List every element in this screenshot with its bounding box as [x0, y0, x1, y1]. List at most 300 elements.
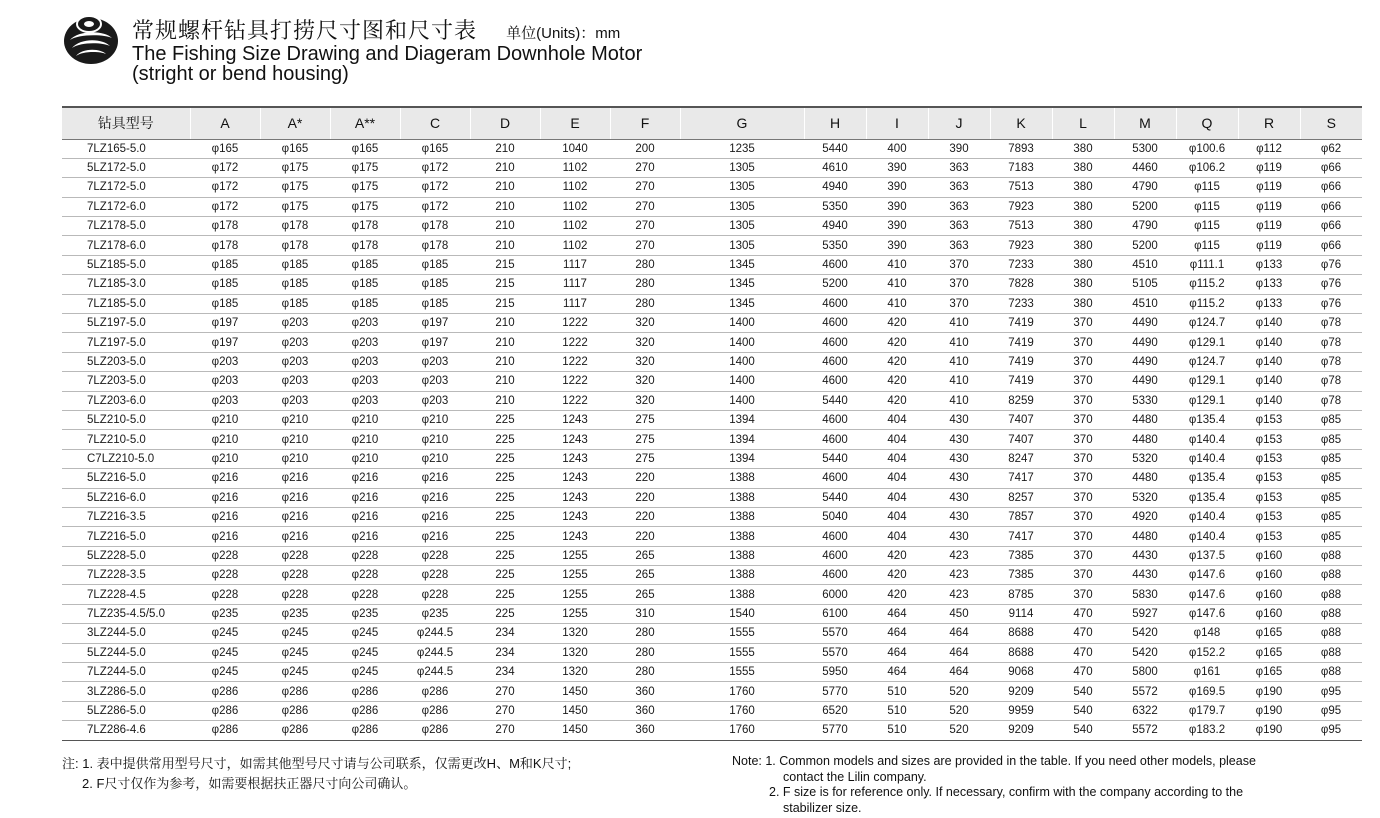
model-cell: 5LZ197-5.0	[62, 314, 190, 333]
table-cell: φ140.4	[1176, 449, 1238, 468]
table-cell: 464	[866, 624, 928, 643]
table-row	[62, 197, 1362, 216]
table-cell: φ235	[260, 604, 330, 623]
table-cell: 370	[1052, 352, 1114, 371]
model-cell: 7LZ185-3.0	[62, 275, 190, 294]
table-cell: φ85	[1300, 488, 1362, 507]
table-cell: φ153	[1238, 430, 1300, 449]
table-row	[62, 410, 1362, 429]
table-cell: φ172	[190, 158, 260, 177]
table-cell: 6000	[804, 585, 866, 604]
table-cell: φ244.5	[400, 624, 470, 643]
table-cell: 410	[928, 352, 990, 371]
table-cell: 360	[610, 701, 680, 720]
table-cell: φ185	[190, 275, 260, 294]
table-cell: φ216	[260, 527, 330, 546]
table-cell: φ153	[1238, 410, 1300, 429]
table-cell: φ210	[400, 430, 470, 449]
table-cell: φ216	[260, 488, 330, 507]
table-cell: 404	[866, 449, 928, 468]
table-cell: 310	[610, 604, 680, 623]
title-en-line-2: (stright or bend housing)	[132, 63, 349, 85]
table-cell: 1555	[680, 663, 804, 682]
table-cell: 1305	[680, 197, 804, 216]
table-cell: φ203	[400, 372, 470, 391]
table-cell: φ245	[190, 624, 260, 643]
table-cell: 1400	[680, 333, 804, 352]
table-cell: φ183.2	[1176, 721, 1238, 740]
table-cell: φ245	[330, 663, 400, 682]
table-cell: 430	[928, 430, 990, 449]
table-cell: φ190	[1238, 682, 1300, 701]
table-cell: 5570	[804, 624, 866, 643]
table-cell: 5830	[1114, 585, 1176, 604]
table-row	[62, 682, 1362, 701]
table-cell: 7419	[990, 314, 1052, 333]
table-cell: 370	[1052, 449, 1114, 468]
table-cell: 1345	[680, 275, 804, 294]
table-cell: 4600	[804, 333, 866, 352]
table-cell: 370	[1052, 527, 1114, 546]
table-cell: 200	[610, 139, 680, 158]
table-cell: φ203	[190, 352, 260, 371]
table-cell: 4490	[1114, 372, 1176, 391]
table-cell: φ228	[260, 566, 330, 585]
table-row	[62, 663, 1362, 682]
table-cell: 470	[1052, 604, 1114, 623]
table-cell: 7233	[990, 294, 1052, 313]
table-cell: 1102	[540, 197, 610, 216]
table-cell: φ119	[1238, 178, 1300, 197]
table-cell: φ228	[400, 585, 470, 604]
table-cell: 470	[1052, 624, 1114, 643]
table-cell: φ85	[1300, 410, 1362, 429]
table-cell: 1388	[680, 585, 804, 604]
table-cell: 1305	[680, 178, 804, 197]
table-cell: 5200	[1114, 197, 1176, 216]
table-cell: φ119	[1238, 236, 1300, 255]
table-row	[62, 449, 1362, 468]
column-header: A	[190, 107, 260, 139]
table-cell: φ245	[260, 624, 330, 643]
table-cell: 1400	[680, 352, 804, 371]
table-cell: 4510	[1114, 255, 1176, 274]
table-cell: 1388	[680, 546, 804, 565]
table-cell: φ140	[1238, 372, 1300, 391]
table-cell: 370	[928, 294, 990, 313]
table-cell: 225	[470, 527, 540, 546]
table-cell: 7233	[990, 255, 1052, 274]
table-cell: 1102	[540, 217, 610, 236]
table-cell: 4430	[1114, 546, 1176, 565]
table-cell: φ286	[190, 682, 260, 701]
table-cell: φ165	[400, 139, 470, 158]
table-cell: 400	[866, 139, 928, 158]
table-cell: 280	[610, 663, 680, 682]
table-cell: 320	[610, 391, 680, 410]
table-cell: 5572	[1114, 682, 1176, 701]
table-cell: 1222	[540, 391, 610, 410]
table-cell: φ228	[400, 546, 470, 565]
table-cell: 380	[1052, 158, 1114, 177]
table-cell: 210	[470, 391, 540, 410]
table-cell: φ133	[1238, 275, 1300, 294]
table-cell: φ160	[1238, 585, 1300, 604]
table-cell: 370	[1052, 488, 1114, 507]
table-cell: φ106.2	[1176, 158, 1238, 177]
table-cell: 225	[470, 604, 540, 623]
table-cell: 4940	[804, 217, 866, 236]
model-cell: 7LZ235-4.5/5.0	[62, 604, 190, 623]
table-cell: φ179.7	[1176, 701, 1238, 720]
table-cell: φ216	[330, 488, 400, 507]
table-cell: 430	[928, 449, 990, 468]
table-cell: 430	[928, 527, 990, 546]
table-cell: 5320	[1114, 449, 1176, 468]
table-cell: 1450	[540, 701, 610, 720]
table-cell: φ140	[1238, 352, 1300, 371]
model-cell: 5LZ210-5.0	[62, 410, 190, 429]
table-cell: 210	[470, 139, 540, 158]
table-cell: 320	[610, 372, 680, 391]
table-cell: 5200	[1114, 236, 1176, 255]
table-body	[62, 139, 1362, 740]
table-cell: φ185	[260, 275, 330, 294]
model-cell: 7LZ216-3.5	[62, 507, 190, 526]
table-cell: φ210	[330, 410, 400, 429]
table-cell: φ216	[400, 527, 470, 546]
table-cell: 210	[470, 352, 540, 371]
table-cell: φ203	[260, 333, 330, 352]
table-cell: 4600	[804, 469, 866, 488]
table-cell: 5350	[804, 197, 866, 216]
table-cell: φ140	[1238, 333, 1300, 352]
table-cell: 410	[866, 294, 928, 313]
table-cell: φ203	[330, 391, 400, 410]
table-cell: φ203	[190, 391, 260, 410]
table-cell: 420	[866, 314, 928, 333]
column-header: Q	[1176, 107, 1238, 139]
table-cell: 370	[1052, 507, 1114, 526]
table-cell: 1222	[540, 314, 610, 333]
table-cell: 380	[1052, 139, 1114, 158]
table-cell: φ115.2	[1176, 294, 1238, 313]
table-cell: 1102	[540, 178, 610, 197]
table-cell: φ135.4	[1176, 410, 1238, 429]
table-cell: 1760	[680, 682, 804, 701]
table-cell: φ85	[1300, 469, 1362, 488]
table-cell: φ147.6	[1176, 604, 1238, 623]
table-cell: φ245	[260, 663, 330, 682]
table-cell: φ203	[190, 372, 260, 391]
table-cell: φ203	[260, 391, 330, 410]
table-cell: 8259	[990, 391, 1052, 410]
table-row	[62, 372, 1362, 391]
table-cell: φ88	[1300, 624, 1362, 643]
table-cell: 225	[470, 449, 540, 468]
table-cell: φ210	[260, 410, 330, 429]
table-cell: φ216	[190, 527, 260, 546]
table-cell: φ210	[260, 430, 330, 449]
table-cell: 1345	[680, 294, 804, 313]
table-cell: 7923	[990, 197, 1052, 216]
table-cell: φ119	[1238, 197, 1300, 216]
table-row	[62, 469, 1362, 488]
table-cell: φ245	[190, 643, 260, 662]
table-cell: φ203	[330, 372, 400, 391]
table-cell: 7513	[990, 178, 1052, 197]
table-cell: 265	[610, 546, 680, 565]
table-cell: φ88	[1300, 663, 1362, 682]
note-en-2b: stabilizer size.	[783, 800, 862, 815]
table-cell: φ95	[1300, 701, 1362, 720]
table-cell: φ286	[260, 721, 330, 740]
table-cell: 6100	[804, 604, 866, 623]
table-cell: 510	[866, 701, 928, 720]
table-cell: 265	[610, 585, 680, 604]
table-cell: 1255	[540, 604, 610, 623]
table-cell: 225	[470, 469, 540, 488]
table-cell: φ175	[260, 197, 330, 216]
table-row	[62, 546, 1362, 565]
table-cell: 4600	[804, 410, 866, 429]
table-cell: φ235	[400, 604, 470, 623]
table-cell: 1394	[680, 449, 804, 468]
table-cell: 450	[928, 604, 990, 623]
table-cell: φ203	[330, 333, 400, 352]
table-cell: φ178	[330, 236, 400, 255]
table-cell: φ66	[1300, 178, 1362, 197]
table-cell: φ175	[330, 178, 400, 197]
table-cell: φ228	[330, 585, 400, 604]
table-cell: 210	[470, 197, 540, 216]
table-cell: φ178	[260, 236, 330, 255]
table-cell: 4600	[804, 372, 866, 391]
table-cell: 1388	[680, 566, 804, 585]
table-cell: 210	[470, 314, 540, 333]
table-cell: 1450	[540, 682, 610, 701]
title-en-line-1: The Fishing Size Drawing and Diageram Downhole Motor	[132, 43, 643, 65]
table-cell: 4490	[1114, 352, 1176, 371]
table-cell: 1243	[540, 430, 610, 449]
table-cell: φ228	[260, 585, 330, 604]
table-cell: φ137.5	[1176, 546, 1238, 565]
table-cell: φ78	[1300, 391, 1362, 410]
table-cell: φ216	[400, 469, 470, 488]
table-cell: 1320	[540, 663, 610, 682]
column-header: G	[680, 107, 804, 139]
table-cell: φ165	[330, 139, 400, 158]
table-cell: φ244.5	[400, 643, 470, 662]
table-cell: 275	[610, 430, 680, 449]
column-header: A*	[260, 107, 330, 139]
table-cell: φ147.6	[1176, 585, 1238, 604]
table-cell: φ228	[330, 546, 400, 565]
table-row	[62, 333, 1362, 352]
table-cell: φ228	[190, 585, 260, 604]
table-cell: 390	[866, 236, 928, 255]
table-cell: φ152.2	[1176, 643, 1238, 662]
table-cell: φ88	[1300, 585, 1362, 604]
column-header-model: 钻具型号	[62, 107, 190, 139]
table-cell: 5350	[804, 236, 866, 255]
table-cell: 1388	[680, 488, 804, 507]
table-cell: 225	[470, 488, 540, 507]
table-cell: φ66	[1300, 197, 1362, 216]
notes-en	[732, 754, 1316, 816]
table-cell: φ147.6	[1176, 566, 1238, 585]
table-cell: φ100.6	[1176, 139, 1238, 158]
table-cell: φ228	[330, 566, 400, 585]
table-cell: 6520	[804, 701, 866, 720]
table-cell: φ115	[1176, 178, 1238, 197]
table-row	[62, 294, 1362, 313]
table-cell: 7828	[990, 275, 1052, 294]
table-cell: 420	[866, 372, 928, 391]
table-cell: 370	[928, 255, 990, 274]
table-cell: 7183	[990, 158, 1052, 177]
table-cell: 370	[1052, 469, 1114, 488]
model-cell: 7LZ178-6.0	[62, 236, 190, 255]
table-cell: φ178	[260, 217, 330, 236]
table-cell: 540	[1052, 701, 1114, 720]
table-cell: φ185	[330, 255, 400, 274]
table-cell: 510	[866, 682, 928, 701]
table-cell: φ216	[400, 507, 470, 526]
table-cell: 370	[1052, 585, 1114, 604]
table-cell: φ178	[190, 217, 260, 236]
table-cell: 390	[866, 197, 928, 216]
note-en-1a: Note: 1. Common models and sizes are provided in the table. If you need other models, please	[732, 754, 1256, 768]
table-cell: 220	[610, 488, 680, 507]
table-cell: 7385	[990, 546, 1052, 565]
table-cell: φ185	[330, 275, 400, 294]
table-cell: φ216	[330, 527, 400, 546]
table-cell: 390	[866, 178, 928, 197]
table-cell: 225	[470, 507, 540, 526]
table-cell: 380	[1052, 255, 1114, 274]
table-cell: 1388	[680, 507, 804, 526]
table-cell: 423	[928, 566, 990, 585]
table-cell: 540	[1052, 721, 1114, 740]
table-cell: 1320	[540, 624, 610, 643]
table-cell: φ66	[1300, 158, 1362, 177]
table-cell: φ203	[400, 352, 470, 371]
table-cell: 4920	[1114, 507, 1176, 526]
table-cell: 7417	[990, 527, 1052, 546]
table-row	[62, 178, 1362, 197]
column-header: L	[1052, 107, 1114, 139]
table-row	[62, 566, 1362, 585]
table-cell: φ185	[260, 294, 330, 313]
table-cell: 1243	[540, 488, 610, 507]
table-cell: φ203	[330, 352, 400, 371]
table-cell: 234	[470, 663, 540, 682]
table-cell: φ175	[260, 158, 330, 177]
table-cell: 4940	[804, 178, 866, 197]
table-cell: 215	[470, 255, 540, 274]
table-cell: 464	[866, 663, 928, 682]
table-cell: 5440	[804, 488, 866, 507]
table-cell: φ88	[1300, 546, 1362, 565]
table-cell: 275	[610, 410, 680, 429]
model-cell: 5LZ185-5.0	[62, 255, 190, 274]
table-cell: φ153	[1238, 527, 1300, 546]
table-cell: 280	[610, 643, 680, 662]
note-cn-1: 注: 1. 表中提供常用型号尺寸，如需其他型号尺寸请与公司联系，仅需更改H、M和K尺寸;	[62, 756, 572, 771]
table-cell: φ185	[400, 294, 470, 313]
table-cell: 370	[1052, 430, 1114, 449]
table-cell: 8688	[990, 643, 1052, 662]
table-cell: 430	[928, 410, 990, 429]
model-cell: 7LZ203-5.0	[62, 372, 190, 391]
table-cell: 8688	[990, 624, 1052, 643]
table-cell: 464	[928, 643, 990, 662]
table-cell: 225	[470, 566, 540, 585]
table-cell: 8257	[990, 488, 1052, 507]
table-cell: 265	[610, 566, 680, 585]
table-cell: 4600	[804, 255, 866, 274]
table-cell: 280	[610, 294, 680, 313]
table-cell: φ228	[260, 546, 330, 565]
table-cell: 4600	[804, 314, 866, 333]
model-cell: 5LZ228-5.0	[62, 546, 190, 565]
model-cell: 5LZ172-5.0	[62, 158, 190, 177]
table-cell: φ129.1	[1176, 391, 1238, 410]
table-cell: 1540	[680, 604, 804, 623]
table-cell: 380	[1052, 294, 1114, 313]
table-cell: φ286	[330, 721, 400, 740]
note-en-1b: contact the Lilin company.	[783, 769, 927, 784]
table-cell: φ286	[400, 721, 470, 740]
table-cell: φ185	[190, 294, 260, 313]
table-cell: φ172	[400, 178, 470, 197]
table-row	[62, 430, 1362, 449]
model-cell: 5LZ203-5.0	[62, 352, 190, 371]
table-cell: 4490	[1114, 314, 1176, 333]
table-cell: φ197	[190, 314, 260, 333]
table-cell: φ216	[190, 507, 260, 526]
model-cell: C7LZ210-5.0	[62, 449, 190, 468]
table-cell: 5770	[804, 682, 866, 701]
table-cell: φ286	[190, 701, 260, 720]
model-cell: 7LZ210-5.0	[62, 430, 190, 449]
table-cell: 270	[470, 721, 540, 740]
table-cell: 270	[610, 178, 680, 197]
table-cell: 7407	[990, 410, 1052, 429]
table-cell: φ228	[400, 566, 470, 585]
table-cell: 9209	[990, 721, 1052, 740]
table-cell: 210	[470, 333, 540, 352]
table-cell: 5770	[804, 721, 866, 740]
column-header: A**	[330, 107, 400, 139]
table-cell: 1255	[540, 546, 610, 565]
model-cell: 7LZ228-3.5	[62, 566, 190, 585]
table-cell: 464	[928, 663, 990, 682]
note-en-2a: 2. F size is for reference only. If necessary, confirm with the company according to the	[769, 785, 1244, 799]
table-cell: φ85	[1300, 527, 1362, 546]
table-cell: φ210	[330, 430, 400, 449]
table-cell: φ210	[190, 430, 260, 449]
table-cell: 370	[1052, 546, 1114, 565]
table-cell: 4790	[1114, 178, 1176, 197]
table-cell: 4460	[1114, 158, 1176, 177]
table-cell: 464	[928, 624, 990, 643]
table-cell: φ216	[260, 507, 330, 526]
table-cell: 1388	[680, 469, 804, 488]
table-cell: φ228	[190, 566, 260, 585]
table-cell: 8785	[990, 585, 1052, 604]
